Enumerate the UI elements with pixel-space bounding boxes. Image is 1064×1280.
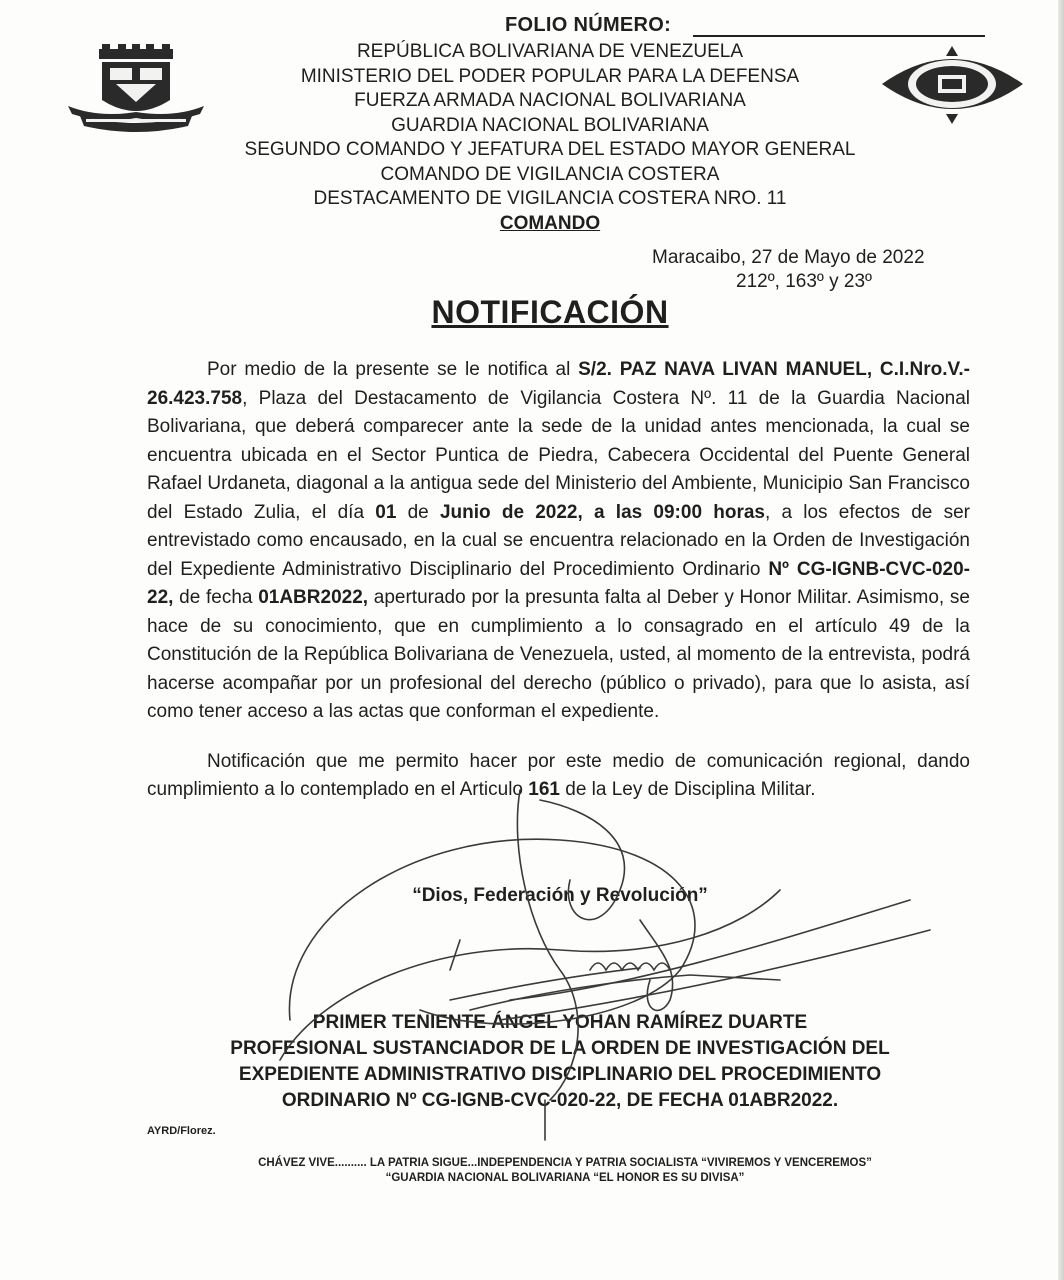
- signatory-line: ORDINARIO Nº CG-IGNB-CVC-020-22, DE FECHA 01ABR2022.: [281, 1090, 839, 1111]
- reference-initials: AYRD/Florez.: [147, 1125, 216, 1137]
- text-run: de fecha: [173, 587, 259, 608]
- text-run: , a los efectos de ser entrevistado como encausado, en la cual se encuentra relacionado en la Orden de Investigación del Expediente Administrativo Disciplinario del Procedimiento Ordinario: [147, 501, 970, 580]
- header-line: SEGUNDO COMANDO Y JEFATURA DEL ESTADO MAYOR GENERAL: [244, 139, 856, 160]
- footer-slogan: [170, 1156, 960, 1186]
- folio-blank-line: [693, 35, 985, 37]
- appointment-time: 09:00 horas: [653, 501, 765, 523]
- appointment-month-year: Junio de 2022: [439, 501, 578, 523]
- paragraph-notice: [147, 356, 970, 727]
- text-run: de la Ley de Disciplina Militar.: [559, 779, 816, 800]
- document-title: NOTIFICACIÓN: [431, 294, 669, 330]
- header-line: COMANDO DE VIGILANCIA COSTERA: [380, 163, 720, 185]
- text-run: Notificación que me permito hacer por este medio de comunicación regional, dando cumplimiento a lo contemplado en el Articulo: [147, 750, 970, 800]
- document-body: [147, 356, 970, 805]
- header-line: FUERZA ARMADA NACIONAL BOLIVARIANA: [354, 90, 746, 111]
- signatory-line: PRIMER TENIENTE ÁNGEL YOHAN RAMÍREZ DUARTE: [312, 1012, 808, 1033]
- header-unit: COMANDO: [499, 212, 601, 234]
- footer-line: “GUARDIA NACIONAL BOLIVARIANA “EL HONOR ES SU DIVISA”: [385, 1172, 745, 1184]
- paragraph-closing: [147, 748, 970, 805]
- header-line: GUARDIA NACIONAL BOLIVARIANA: [391, 114, 709, 136]
- folio-label: FOLIO NÚMERO:: [505, 14, 672, 36]
- case-number: Nº CG-IGNB-CVC-020-22,: [147, 558, 970, 608]
- text-run: de: [396, 501, 440, 523]
- appointment-day: 01: [375, 501, 397, 523]
- footer-line: CHÁVEZ VIVE.......... LA PATRIA SIGUE...INDEPENDENCIA Y PATRIA SOCIALISTA “VIVIREMOS Y VENCEREMOS”: [258, 1157, 872, 1169]
- page-edge: [1058, 0, 1064, 1280]
- text-run: aperturado por la presunta falta al Deber y Honor Militar. Asimismo, se hace de su conocimiento, que en cumplimiento a lo consagrado en el artículo 49 de la Constitución de la República Bolivariana de Venezuela, usted, al momento de la entrevista, podrá hacerse acompañar por un profesional del derecho (público o privado), para que lo asista, así como tener acceso a las actas que conforman el expediente.: [147, 587, 970, 722]
- text-run: Por medio de la presente se le notifica al: [207, 359, 579, 380]
- header-line: REPÚBLICA BOLIVARIANA DE VENEZUELA: [356, 41, 744, 62]
- text-run: , a las: [577, 501, 654, 523]
- header-line: MINISTERIO DEL PODER POPULAR PARA LA DEFENSA: [300, 65, 800, 87]
- signatory-line: EXPEDIENTE ADMINISTRATIVO DISCIPLINARIO DEL PROCEDIMIENTO: [238, 1064, 882, 1085]
- motto: “Dios, Federación y Revolución”: [412, 885, 708, 906]
- text-run: [872, 359, 880, 380]
- text-run: , Plaza del Destacamento de Vigilancia Costera Nº. 11 de la Guardia Nacional Bolivariana, que deberá comparecer ante la sede de la unidad antes mencionada, la cual se encuentra ubicada en el Sector Puntica de Piedra, Cabecera Occidental del Puente General Rafael Urdaneta, diagonal a la antigua sede del Ministerio del Ambiente, Municipio San Francisco del Estado Zulia, el día: [147, 387, 970, 523]
- place-date: Maracaibo, 27 de Mayo de 2022: [652, 247, 925, 268]
- header-line: DESTACAMENTO DE VIGILANCIA COSTERA NRO. 11: [313, 188, 787, 209]
- signatory-block: [170, 1010, 950, 1114]
- years-notation: 212º, 163º y 23º: [736, 271, 872, 292]
- recipient-name: S/2. PAZ NAVA LIVAN MANUEL,: [578, 359, 873, 380]
- recipient-id: C.I.Nro.V.- 26.423.758: [147, 359, 971, 409]
- case-date: 01ABR2022,: [258, 587, 369, 608]
- signatory-line: PROFESIONAL SUSTANCIADOR DE LA ORDEN DE INVESTIGACIÓN DEL: [230, 1038, 890, 1059]
- article-number: 161: [528, 779, 560, 800]
- letterhead: [150, 40, 950, 236]
